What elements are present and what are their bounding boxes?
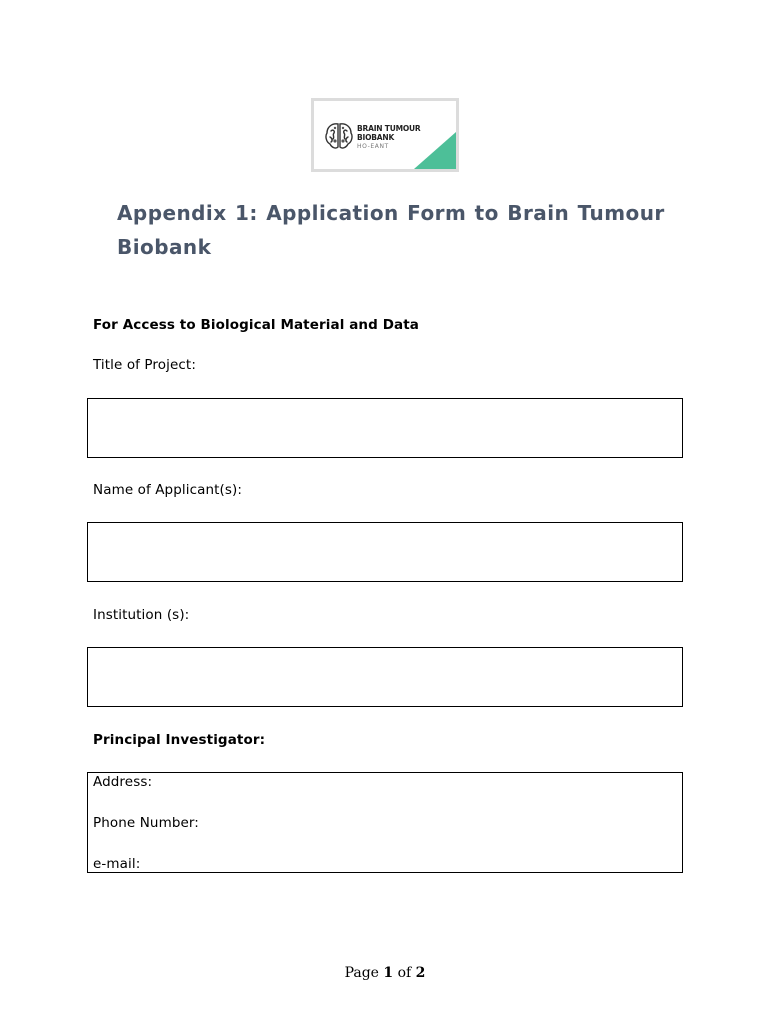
pi-email-label: e-mail:	[93, 856, 141, 872]
page-title: Appendix 1: Application Form to Brain Tumour Biobank	[117, 201, 665, 259]
pi-phone-label: Phone Number:	[93, 815, 199, 831]
pi-heading: Principal Investigator:	[93, 732, 266, 748]
logo-wordmark	[357, 124, 421, 142]
pi-details-box[interactable]	[87, 772, 683, 873]
institution-label: Institution (s):	[93, 607, 190, 623]
footer-current-page: 1	[383, 965, 394, 981]
biobank-logo	[311, 98, 459, 172]
brain-icon	[323, 120, 355, 152]
footer-total-pages: 2	[415, 965, 426, 981]
footer-middle: of	[393, 965, 416, 981]
project-title-field[interactable]	[87, 398, 683, 458]
project-title-label: Title of Project:	[93, 357, 196, 373]
logo-accent-triangle	[414, 132, 456, 169]
applicants-field[interactable]	[87, 522, 683, 582]
applicants-label: Name of Applicant(s):	[93, 482, 243, 498]
footer-prefix: Page	[344, 965, 384, 981]
logo-line-2: BIOBANK	[357, 133, 395, 142]
logo-line-1: BRAIN TUMOUR	[357, 124, 421, 133]
page-footer	[0, 963, 770, 983]
institution-field[interactable]	[87, 647, 683, 707]
pi-address-label: Address:	[93, 774, 153, 790]
logo-line-3: HO-EANT	[357, 143, 389, 150]
section-subheading: For Access to Biological Material and Data	[93, 317, 419, 333]
